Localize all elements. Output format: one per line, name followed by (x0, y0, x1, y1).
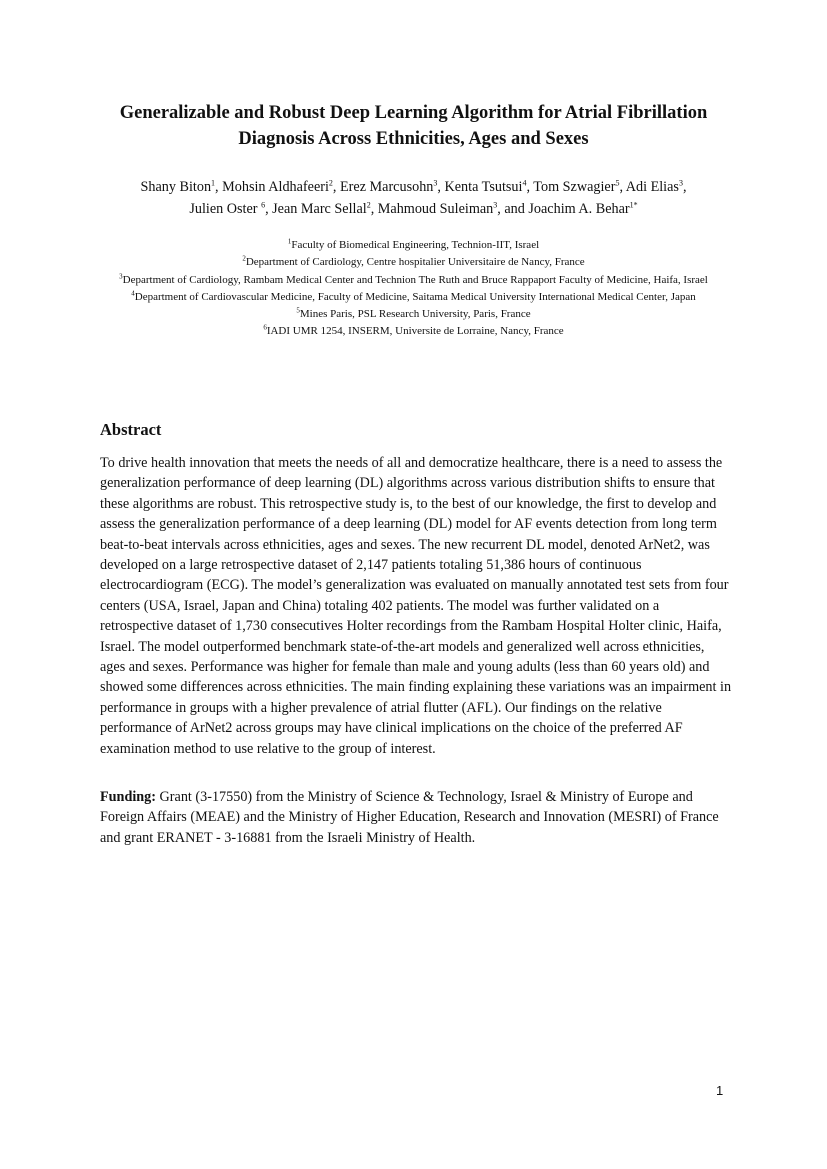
funding-statement (100, 787, 732, 848)
page-number: 1 (716, 1083, 724, 1098)
paper-title (60, 100, 767, 152)
affiliation: $^2$Department of Cardiology, Centre hospitalier Universitaire de Nancy, France (242, 254, 585, 269)
abstract-heading: Abstract (100, 420, 162, 439)
affiliation: $^6$IADI UMR 1254, INSERM, Universite de Lorraine, Nancy, France (263, 323, 564, 338)
author: Adi Elias$^3$, (625, 178, 687, 195)
author: Shany Biton$^1$, (140, 178, 223, 195)
author: Julien Oster $^6$, (189, 200, 273, 217)
funding-text: Grant (3-17550) from the Ministry of Science & Technology, Israel & Ministry of Europe and Foreign Affairs (MEAE) and the Ministry of Higher Education, Research and Innovation (MESRI) of France and grant ERANET - 3-16881 from the Israeli Ministry of Health. (100, 789, 719, 846)
affiliation: $^1$Faculty of Biomedical Engineering, Technion-IIT, Israel (287, 237, 540, 251)
funding-label: Funding: (100, 789, 156, 805)
author: and Joachim A. Behar$^{1*}$ (504, 200, 638, 217)
author: Mohsin Aldhafeeri$^2$, (222, 178, 341, 195)
title-line-1: Generalizable and Robust Deep Learning Algorithm for Atrial Fibrillation (119, 103, 708, 123)
author: Kenta Tsutsui$^4$, (444, 178, 534, 195)
affiliation: $^4$Department of Cardiovascular Medicine, Faculty of Medicine, Saitama Medical University International Medical Center, Japan (131, 289, 696, 303)
affiliation: $^3$Department of Cardiology, Rambam Medical Center and Technion The Ruth and Bruce Rappaport Faculty of Medicine, Haifa, Israel (119, 271, 708, 286)
author: Tom Szwagier$^5$, (533, 178, 626, 195)
author-list (70, 176, 757, 220)
author: Jean Marc Sellal$^2$, (272, 200, 378, 217)
author: Mahmoud Suleiman$^3$, (377, 200, 505, 217)
affiliation: $^5$Mines Paris, PSL Research University, Paris, France (296, 306, 531, 321)
affiliation-list (90, 237, 737, 341)
title-line-2: Diagnosis Across Ethnicities, Ages and Sexes (238, 129, 589, 149)
abstract-text: To drive health innovation that meets the needs of all and democratize healthcare, there is a need to assess the generalization performance of deep learning (DL) algorithms across various distribution shifts to ensure that these algorithms are robust. This retrospective study is, to the best of our knowledge, the first to develop and assess the generalization performance of a deep learning (DL) model for AF events detection from long term beat-to-beat intervals across ethnicities, ages and sexes. The new recurrent DL model, denoted ArNet2, was developed on a large retrospective dataset of 2,147 patients totaling 51,386 hours of continuous electrocardiogram (ECG). The model’s generalization was evaluated on manually annotated test sets from four centers (USA, Israel, Japan and China) totaling 402 patients. The model was further validated on a retrospective dataset of 1,730 consecutives Holter recordings from the Rambam Hospital Holter clinic, Haifa, Israel. The model outperformed benchmark state-of-the-art models and generalized well across ethnicities, ages and sexes. Performance was higher for female than male and young adults (less than 60 years old) and showed some differences across ethnicities. The main finding explaining these variations was an impairment in performance in groups with a higher prevalence of atrial flutter (AFL). Our findings on the relative performance of ArNet2 across groups may have clinical implications on the choice of the preferred AF examination method to use relative to the group of interest. (100, 455, 732, 757)
author: Erez Marcusohn$^3$, (340, 178, 445, 195)
